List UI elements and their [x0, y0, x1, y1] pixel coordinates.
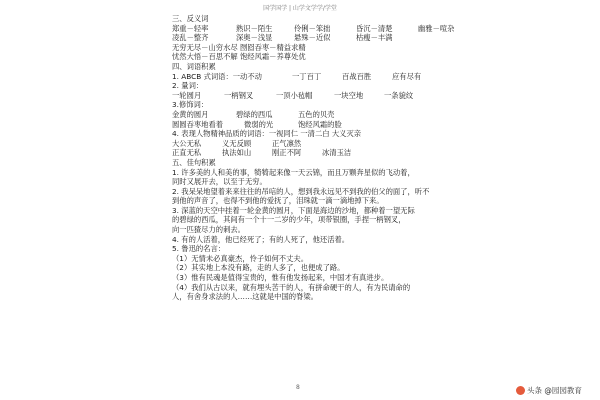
word-item: 一块空地: [334, 90, 364, 100]
text-line: 3. 深蓝的天空中挂着一轮金黄的圆月，下面是海边的沙地，都种着一望无际: [172, 205, 415, 215]
text-line: 的碧绿的西瓜，其间有一个十一二岁的少年，项带银圈，手捏一柄钢叉，: [172, 215, 406, 225]
word-item: 金黄的圆月: [172, 109, 209, 119]
text-line: （2）其实地上本没有路，走的人多了，也便成了路。: [172, 263, 345, 273]
word-item: 微弱的光: [244, 119, 274, 129]
text-line: 2. 我呆呆地望着来来往往的吊唁的人，想到我永远见不到我的伯父的面了，听不: [172, 186, 430, 196]
word-pair: 凌乱－整齐: [172, 33, 209, 43]
word-item: 饱经风霜的脸: [298, 119, 342, 129]
watermark-logo-icon: [516, 386, 525, 395]
word-item: 刚正不阿: [272, 148, 302, 158]
word-item: 一条貌纹: [384, 90, 414, 100]
word-item: 1. ABCB 式词语：一动不动: [172, 71, 262, 81]
word-pair: 郑重－轻率: [172, 23, 209, 33]
word-item: 执法如山: [222, 148, 252, 158]
watermark: [516, 385, 582, 396]
word-row: [172, 23, 455, 34]
word-pair: 枯瘦－丰满: [356, 33, 393, 43]
word-item: 正气凛然: [272, 138, 302, 148]
text-line: 无穷无尽－山穷水尽 囫囵吞枣－精益求精: [172, 42, 306, 52]
word-pair: 昏沉－清楚: [356, 23, 393, 33]
text-line: 向一匹猹尽力的刺去。: [172, 225, 245, 235]
text-line: 人，有舍身求法的人……这就是中国的脊梁。: [172, 292, 318, 302]
word-row: [172, 72, 434, 82]
word-item: 五色的贝壳: [298, 109, 335, 119]
word-item: 一柄钢叉: [224, 90, 254, 100]
word-item: 应有尽有: [392, 71, 422, 81]
subheading: 3.修饰词：: [172, 100, 209, 110]
text-line: （3）惟有民魂是值得宝贵的，惟有他发扬起来，中国才有真进步。: [172, 273, 389, 283]
word-pair: 伶俐－笨拙: [294, 23, 331, 33]
text-line: （1）无情未必真豪杰，怜子如何不丈夫。: [172, 253, 308, 263]
word-row: [172, 148, 434, 158]
word-row: [172, 110, 434, 120]
word-item: 碧绿的西瓜: [236, 109, 273, 119]
text-line: 5. 鲁迅的名言：: [172, 244, 226, 254]
word-pair: 幽雅－喧杂: [418, 23, 455, 33]
watermark-text: 头条 @园园教育: [527, 386, 582, 395]
word-item: 一丁百丁: [292, 71, 322, 81]
text-line: 到他的声音了，也得不到他的爱抚了，泪珠就一滴一滴地掉下来。: [172, 196, 384, 206]
word-item: 圆圆吞枣地看着: [172, 119, 224, 129]
page-number: 8: [296, 384, 300, 391]
document-body: [172, 14, 455, 302]
section-heading: 五、佳句积累: [172, 157, 216, 167]
page-header: 国学国学 | 山学文学学/学堂: [263, 5, 337, 12]
word-pair: 深奥－浅显: [236, 33, 273, 43]
word-item: 大公无私: [172, 138, 202, 148]
text-line: （4）我们从古以来，就有埋头苦干的人，有拼命硬干的人，有为民请命的: [172, 282, 411, 292]
text-line: 1. 许多美的人和美的事，犄犄起来像一天云锦，而且万颗奔星似的飞动着，: [172, 167, 415, 177]
word-item: 冰清玉洁: [322, 148, 352, 158]
text-line: 4. 有的人活着，他已经死了；有的人死了，他还活着。: [172, 234, 350, 244]
section-heading: 三、反义词: [172, 14, 209, 23]
word-row: [172, 120, 434, 130]
word-item: 一轮圆月: [172, 90, 202, 100]
word-row: [172, 139, 434, 149]
word-item: 百战百胜: [342, 71, 372, 81]
word-item: 义无反顾: [222, 138, 252, 148]
word-row: [172, 91, 434, 101]
subheading: 2. 量词：: [172, 81, 204, 91]
text-line: 同时又展开去，以至于无穷。: [172, 177, 267, 187]
word-pair: 悬殊－近似: [294, 33, 331, 43]
word-item: 一顶小毡帽: [276, 90, 313, 100]
text-line: 忧然大悟－百思不解 饱经风霜－养尊处优: [172, 52, 306, 62]
section-heading: 四、词语积累: [172, 61, 216, 71]
word-row: [172, 33, 434, 43]
word-pair: 熟识－陌生: [236, 23, 273, 33]
word-item: 正直无私: [172, 148, 202, 158]
text-line: 4. 表现人物精神品质的词语：一视同仁 一清二白 大义灭亲: [172, 129, 362, 139]
